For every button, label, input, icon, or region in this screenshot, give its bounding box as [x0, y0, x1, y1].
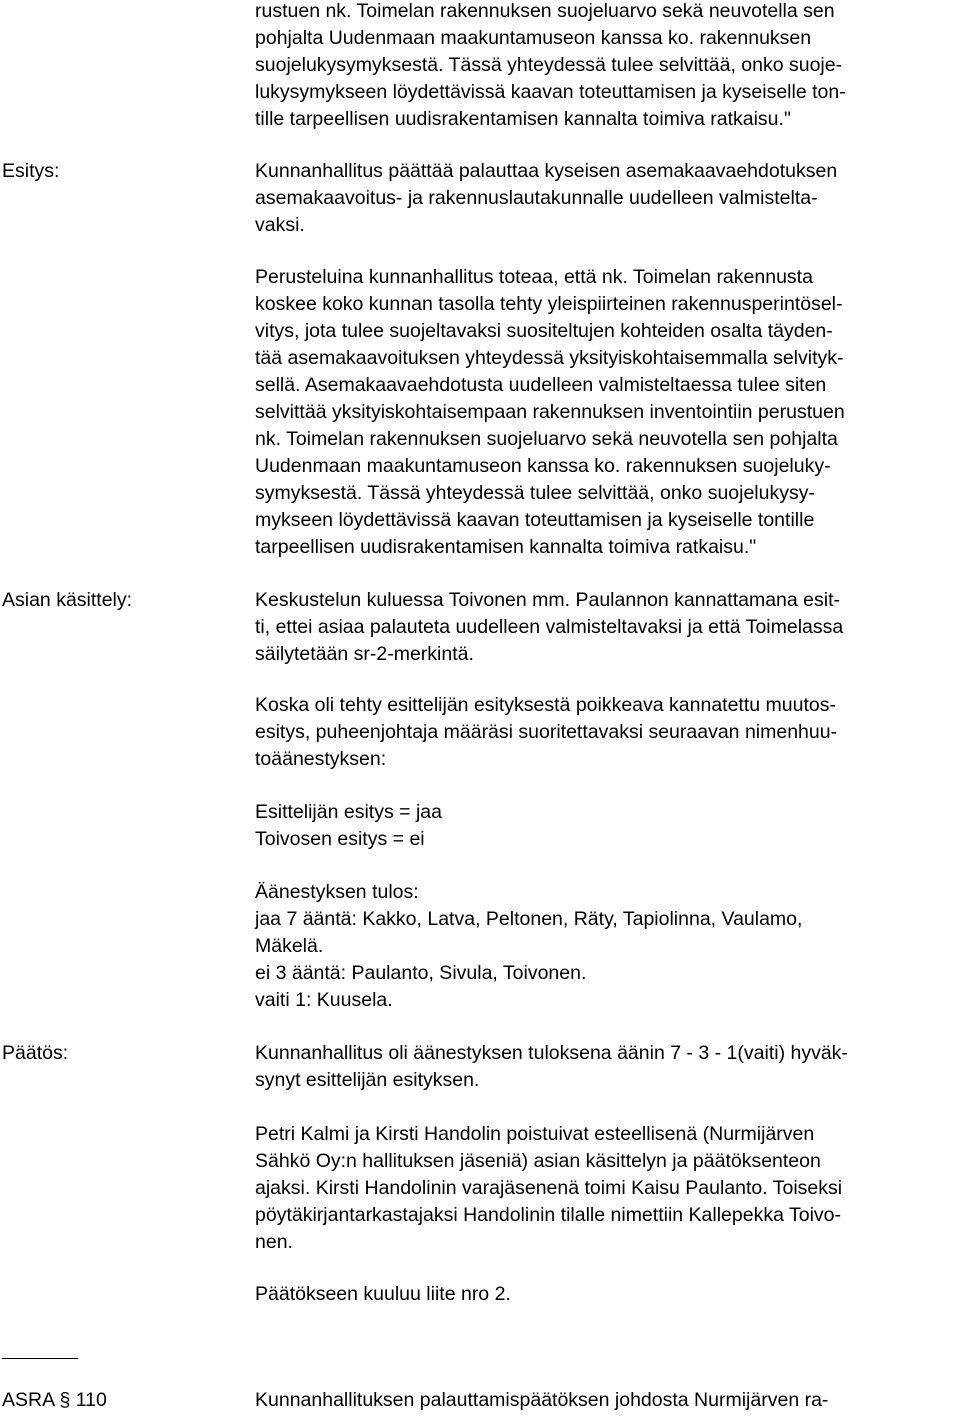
text-line: tille tarpeellisen uudisrakentamisen kannalta toimiva ratkaisu." — [255, 108, 791, 130]
text-line: tarpeellisen uudisrakentamisen kannalta toimiva ratkaisu." — [255, 536, 757, 558]
text-line: ti, ettei asiaa palauteta uudelleen valmisteltavaksi ja että Toimelassa — [255, 616, 844, 638]
text-line: sellä. Asemakaavaehdotusta uudelleen valmisteltaessa tulee siten — [255, 374, 827, 396]
text-line: Toivosen esitys = ei — [255, 828, 425, 850]
text-line: nk. Toimelan rakennuksen suojeluarvo sekä neuvotella sen pohjalta — [255, 428, 838, 450]
text-line: pöytäkirjantarkastajaksi Handolinin tilalle nimettiin Kallepekka Toivo- — [255, 1204, 842, 1226]
text-line: esitys, puheenjohtaja määräsi suoritettavaksi seuraavan nimenhuu- — [255, 721, 838, 743]
paatos-label: Päätös: — [2, 1042, 69, 1064]
text-line: Esittelijän esitys = jaa — [255, 801, 442, 823]
asra-label: ASRA § 110 — [2, 1389, 107, 1411]
text-line: rustuen nk. Toimelan rakennuksen suojeluarvo sekä neuvotella sen — [255, 0, 835, 22]
text-line: lukysymykseen löydettävissä kaavan toteuttamisen ja kyseiselle ton- — [255, 81, 846, 103]
text-line: Perusteluina kunnanhallitus toteaa, että nk. Toimelan rakennusta — [255, 266, 813, 288]
text-line: koskee koko kunnan tasolla tehty yleispiirteinen rakennusperintösel- — [255, 293, 843, 315]
section-divider — [2, 1358, 78, 1359]
text-line: ei 3 ääntä: Paulanto, Sivula, Toivonen. — [255, 962, 587, 984]
esitys-label: Esitys: — [2, 160, 60, 182]
text-line: Kunnanhallituksen palauttamispäätöksen johdosta Nurmijärven ra- — [255, 1389, 829, 1411]
text-line: suojelukysymyksestä. Tässä yhteydessä tulee selvittää, onko suoje- — [255, 54, 843, 76]
text-line: Sähkö Oy:n hallituksen jäseniä) asian käsittelyn ja päätöksenteon — [255, 1150, 821, 1172]
text-line: vaiti 1: Kuusela. — [255, 989, 393, 1011]
text-line: jaa 7 ääntä: Kakko, Latva, Peltonen, Räty, Tapiolinna, Vaulamo, — [255, 908, 803, 930]
text-line: vaksi. — [255, 214, 305, 236]
text-line: synyt esittelijän esityksen. — [255, 1069, 480, 1091]
text-line: Uudenmaan maakuntamuseon kanssa ko. rakennuksen suojeluky- — [255, 455, 831, 477]
text-line: nen. — [255, 1231, 293, 1253]
text-line: ajaksi. Kirsti Handolinin varajäsenenä toimi Kaisu Paulanto. Toiseksi — [255, 1177, 843, 1199]
text-line: Petri Kalmi ja Kirsti Handolin poistuivat esteellisenä (Nurmijärven — [255, 1123, 815, 1145]
text-line: vitys, jota tulee suojeltavaksi suositeltujen kohteiden osalta täyden- — [255, 320, 833, 342]
text-line: Kunnanhallitus oli äänestyksen tuloksena äänin 7 - 3 - 1(vaiti) hyväk- — [255, 1042, 848, 1064]
text-line: Mäkelä. — [255, 935, 324, 957]
text-line: säilytetään sr-2-merkintä. — [255, 643, 474, 665]
text-line: pohjalta Uudenmaan maakuntamuseon kanssa ko. rakennuksen — [255, 27, 812, 49]
text-line: mykseen löydettävissä kaavan toteuttamisen ja kyseiselle tontille — [255, 509, 815, 531]
text-line: toäänestyksen: — [255, 748, 387, 770]
text-line: Päätökseen kuuluu liite nro 2. — [255, 1283, 511, 1305]
text-line: Koska oli tehty esittelijän esityksestä poikkeava kannatettu muutos- — [255, 694, 836, 716]
text-line: asemakaavoitus- ja rakennuslautakunnalle uudelleen valmisteltа- — [255, 187, 818, 209]
asian-kasittely-label: Asian käsittely: — [2, 589, 133, 611]
text-line: tää asemakaavoituksen yhteydessä yksityiskohtaisemmalla selvityk- — [255, 347, 844, 369]
text-line: selvittää yksityiskohtaisempaan rakennuksen inventointiin perustuen — [255, 401, 845, 423]
text-line: symyksestä. Tässä yhteydessä tulee selvittää, onko suojelukysy- — [255, 482, 815, 504]
text-line: Keskustelun kuluessa Toivonen mm. Paulannon kannattamana esit- — [255, 589, 840, 611]
text-line: Äänestyksen tulos: — [255, 881, 419, 903]
text-line: Kunnanhallitus päättää palauttaa kyseisen asemakaavaehdotuksen — [255, 160, 838, 182]
